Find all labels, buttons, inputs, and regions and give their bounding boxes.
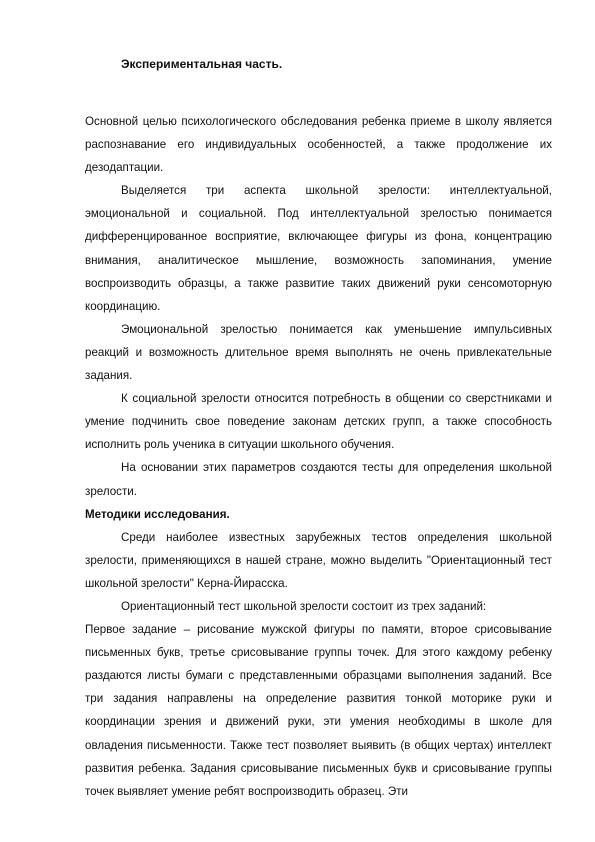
paragraph: Основной целью психологического обследования ребенка приеме в школу является распознавание его индивидуальных особенностей, а также продолжение их дезодаптации. [85,115,552,175]
paragraph: Первое задание – рисование мужской фигуры по памяти, второе срисовывание письменных букв, третье срисовывание группы точек. Для этого каждому ребенку раздаются листы бумаги с представленными образцами выполнения заданий. Все три задания направлены на определение развития тонкой моторике руки и координации зрения и движений руки, эти умения необходимы в школе для овладения письменности. Также тест позволяет выявить (в общих чертах) интеллект развития ребенка. Задания срисовывание письменных букв и срисовывание группы точек выявляет умение ребят воспроизводить образец. Эти [85,623,552,798]
paragraph: Ориентационный тест школьной зрелости состоит из трех заданий: [121,599,487,613]
paragraph: К социальной зрелости относится потребность в общении со сверстниками и умение подчинить свое поведение законам детских групп, а также способность исполнить роль ученика в ситуации школьного обучения. [85,392,552,452]
page-title: Экспериментальная часть. [121,57,283,71]
paragraph: Эмоциональной зрелостью понимается как уменьшение импульсивных реакций и возможность длительное время выполнять не очень привлекательные задания. [85,322,552,383]
paragraph: На основании этих параметров создаются тесты для определения школьной зрелости. [85,461,552,498]
section-heading: Методики исследования. [85,507,230,521]
paragraph: Выделяется три аспекта школьной зрелости: интеллектуальной, эмоциональной и социальной. Под интеллектуальной зрелостью понимается дифференцированное восприятие, включающее фигуры из фона, концентрацию внимания, аналитическое мышление, возможность запоминания, умение воспроизводить образцы, а также развитие таких движений руки сенсомоторную координацию. [85,184,552,313]
paragraph: Среди наиболее известных зарубежных тестов определения школьной зрелости, применяющихся в нашей стране, можно выделить "Ориентационный тест школьной зрелости" Керна-Йирасска. [85,530,552,590]
document-body [85,110,552,803]
